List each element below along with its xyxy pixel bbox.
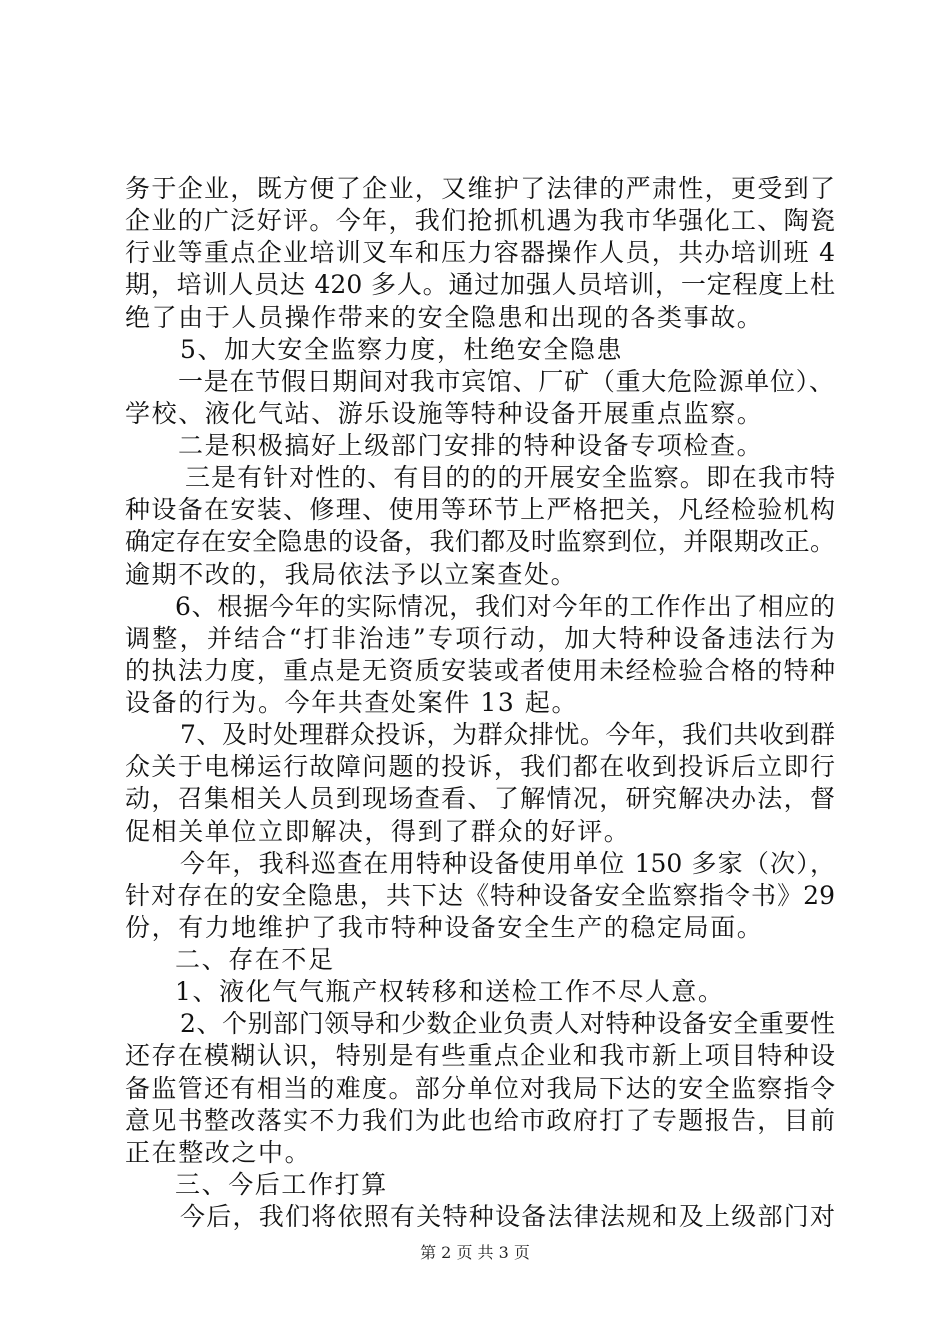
body-line: 针对存在的安全隐患，共下达《特种设备安全监察指令书》29 <box>125 881 835 910</box>
body-line: 7、及时处理群众投诉，为群众排忧。今年，我们共收到群 <box>180 720 835 749</box>
body-line: 今年，我科巡查在用特种设备使用单位 150 多家（次）， <box>180 849 835 878</box>
body-line: 二是积极搞好上级部门安排的特种设备专项检查。 <box>178 431 764 460</box>
section-heading: 5、加大安全监察力度，杜绝安全隐患 <box>180 335 624 364</box>
body-line: 一是在节假日期间对我市宾馆、厂矿（重大危险源单位）、 <box>178 367 834 396</box>
body-line: 种设备在安装、修理、使用等环节上严格把关，凡经检验机构 <box>125 495 835 524</box>
body-line: 确定存在安全隐患的设备，我们都及时监察到位，并限期改正。 <box>125 527 835 556</box>
body-line: 意见书整改落实不力我们为此也给市政府打了专题报告，目前 <box>125 1106 835 1135</box>
body-line: 6、根据今年的实际情况，我们对今年的工作作出了相应的 <box>175 592 835 621</box>
body-line: 行业等重点企业培训叉车和压力容器操作人员，共办培训班 4 <box>125 238 835 267</box>
body-line: 份，有力地维护了我市特种设备安全生产的稳定局面。 <box>125 913 764 942</box>
body-line: 促相关单位立即解决，得到了群众的好评。 <box>125 817 631 846</box>
body-line: 逾期不改的，我局依法予以立案查处。 <box>125 560 578 589</box>
body-line: 正在整改之中。 <box>125 1138 312 1167</box>
body-line: 动，召集相关人员到现场查看、了解情况，研究解决办法，督 <box>125 784 835 813</box>
body-line: 学校、液化气站、游乐设施等特种设备开展重点监察。 <box>125 399 764 428</box>
body-line: 期，培训人员达 420 多人。通过加强人员培训，一定程度上杜 <box>125 270 835 299</box>
body-line: 的执法力度，重点是无资质安装或者使用未经检验合格的特种 <box>125 656 835 685</box>
body-line: 今后，我们将依照有关特种设备法律法规和及上级部门对 <box>180 1202 835 1231</box>
section-heading: 二、存在不足 <box>175 945 335 974</box>
body-line: 设备的行为。今年共查处案件 13 起。 <box>125 688 579 717</box>
body-line: 备监管还有相当的难度。部分单位对我局下达的安全监察指令 <box>125 1074 835 1103</box>
body-line: 众关于电梯运行故障问题的投诉，我们都在收到投诉后立即行 <box>125 752 835 781</box>
body-line: 2、个别部门领导和少数企业负责人对特种设备安全重要性 <box>180 1009 835 1038</box>
body-line: 调整，并结合“打非治违”专项行动，加大特种设备违法行为 <box>125 624 835 653</box>
body-line: 绝了由于人员操作带来的安全隐患和出现的各类事故。 <box>125 303 764 332</box>
body-line: 三是有针对性的、有目的的的开展安全监察。即在我市特 <box>185 463 835 492</box>
body-line: 1、液化气气瓶产权转移和送检工作不尽人意。 <box>175 977 725 1006</box>
body-line: 企业的广泛好评。今年，我们抢抓机遇为我市华强化工、陶瓷 <box>125 206 835 235</box>
body-line: 还存在模糊认识，特别是有些重点企业和我市新上项目特种设 <box>125 1041 835 1070</box>
body-line: 务于企业，既方便了企业，又维护了法律的严肃性，更受到了 <box>125 174 835 203</box>
page-number-footer: 第 2 页 共 3 页 <box>420 1243 530 1262</box>
section-heading: 三、今后工作打算 <box>175 1170 388 1199</box>
